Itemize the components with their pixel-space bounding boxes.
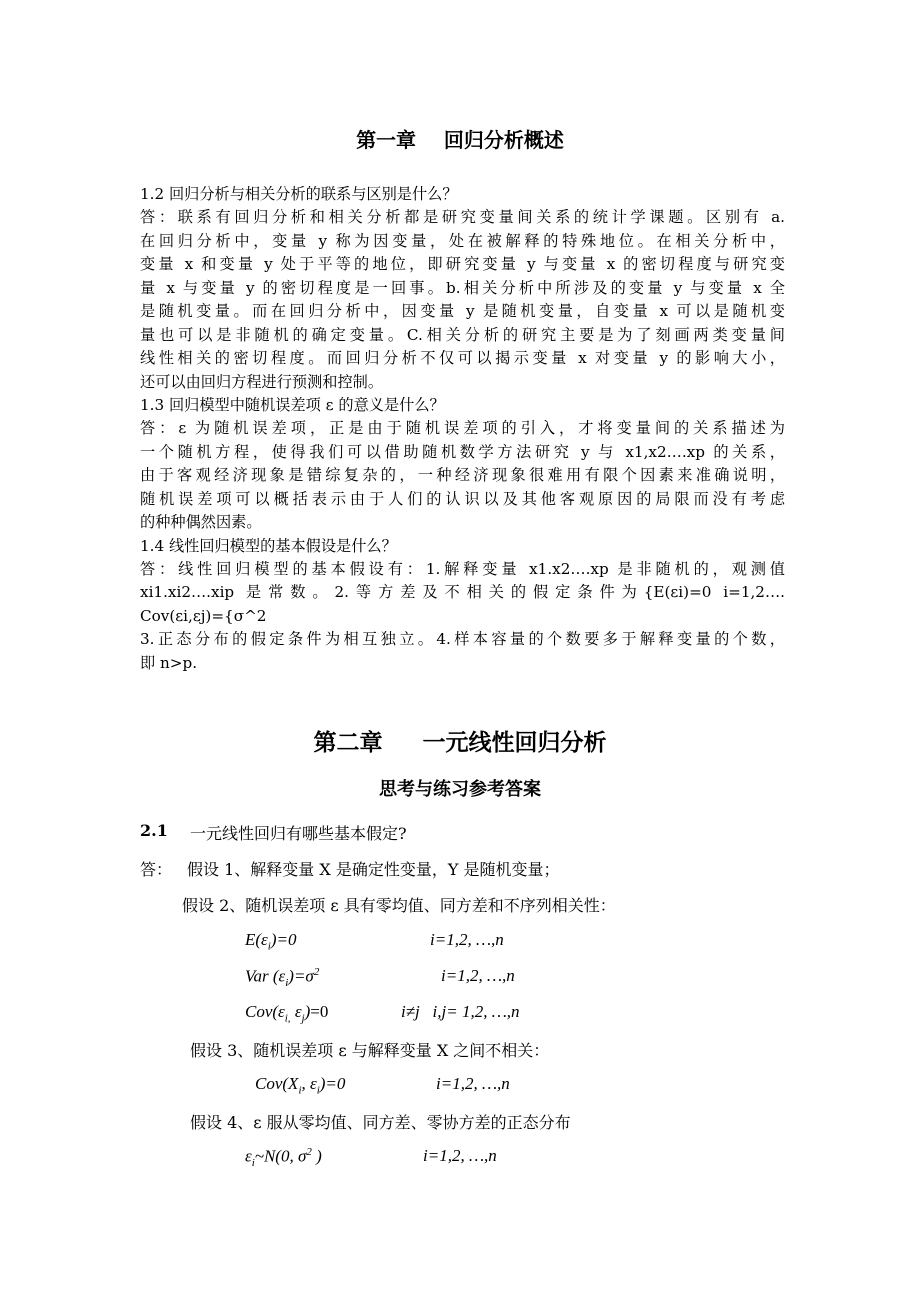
- answer-1-2-line: 答：联系有回归分析和相关分析都是研究变量间关系的统计学课题。区别有 a.: [140, 208, 785, 227]
- answer-1-2-line: 变量 x 和变量 y 处于平等的地位，即研究变量 y 与变量 x 的密切程度与研究变: [140, 255, 785, 274]
- question-1-3: 1.3 回归模型中随机误差项 ε 的意义是什么？: [140, 395, 445, 414]
- question-1-4: 1.4 线性回归模型的基本假设是什么？: [140, 536, 397, 555]
- chapter1-body: [140, 183, 785, 675]
- equation-variance: Var $(\varepsilon_i)=\sigma^2$: [245, 966, 320, 990]
- chapter2-subtitle: 思考与练习参考答案: [379, 779, 541, 800]
- answer-1-2-line: 量 x 与变量 y 的密切程度是一回事。b.相关分析中所涉及的变量 y 与变量 x 全: [140, 278, 785, 297]
- answer-1-3-line: 一个随机方程，使得我们可以借助随机数学方法研究 y 与 x1,x2….xp 的关系，: [140, 442, 785, 461]
- equation-variance-range: i=1,2, …,n: [441, 966, 515, 985]
- assumption-4: 假设 4、ε 服从零均值、同方差、零协方差的正态分布: [190, 1113, 571, 1132]
- answer-1-3-line: 答：ε 为随机误差项，正是由于随机误差项的引入，才将变量间的关系描述为: [140, 419, 785, 438]
- equation-normal-range: i=1,2, …,n: [423, 1146, 497, 1165]
- answer-1-4-line: xi1.xi2….xip 是常数。2.等方差及不相关的假定条件为{E(εi)=0 i=1,2….: [140, 583, 785, 602]
- equation-normal: $\varepsilon_i\sim N(0$, $\sigma^2$ ): [245, 1146, 322, 1170]
- chapter2-title: 第二章 一元线性回归分析: [313, 730, 607, 756]
- assumption-2: 假设 2、随机误差项 ε 具有零均值、同方差和不序列相关性：: [182, 896, 616, 915]
- question-2-1-number: 2.1: [140, 821, 168, 840]
- answer-label: 答：: [140, 860, 173, 879]
- question-2-1-text: 一元线性回归有哪些基本假定?: [190, 824, 407, 843]
- equation-cov-x-range: i=1,2, …,n: [436, 1074, 510, 1093]
- answer-1-3-line: 由于客观经济现象是错综复杂的，一种经济现象很难用有限个因素来准确说明，: [140, 466, 785, 485]
- question-1-2: 1.2 回归分析与相关分析的联系与区别是什么？: [140, 185, 458, 203]
- answer-1-2-line: 是随机变量。而在回归分析中，因变量 y 是随机变量，自变量 x 可以是随机变: [140, 302, 785, 321]
- assumption-3: 假设 3、随机误差项 ε 与解释变量 X 之间不相关：: [190, 1041, 550, 1060]
- answer-1-4-line: 答：线性回归模型的基本假设有：1.解释变量 x1.x2….xp 是非随机的，观测值: [140, 560, 785, 578]
- equation-mean: $E(\varepsilon_i)=0$: [245, 930, 297, 953]
- chapter1-title: 第一章 回归分析概述: [356, 128, 564, 152]
- equation-cov-x: $Cov(X_i$, $\varepsilon_i)=0$: [255, 1074, 346, 1097]
- equation-mean-range: i=1,2, …,n: [430, 930, 504, 949]
- answer-1-3-line: 随机误差项可以概括表示由于人们的认识以及其他客观原因的局限而没有考虑: [140, 489, 785, 508]
- equation-covariance: $Cov(\varepsilon_{i,}$ $\varepsilon_j)=0$: [245, 1002, 329, 1025]
- answer-1-2-line: 线性相关的密切程度。而回归分析不仅可以揭示变量 x 对变量 y 的影响大小，: [140, 349, 785, 368]
- answer-1-3-line: 的种种偶然因素。: [140, 513, 262, 532]
- answer-1-4-line: 3.正态分布的假定条件为相互独立。4.样本容量的个数要多于解释变量的个数，: [140, 630, 785, 649]
- answer-1-2-line: 还可以由回归方程进行预测和控制。: [140, 372, 383, 391]
- answer-1-4-line: Cov(εi,εj)={σ^2: [140, 606, 267, 625]
- assumption-1: 假设 1、解释变量 X 是确定性变量，Y 是随机变量；: [187, 860, 560, 879]
- answer-1-2-line: 量也可以是非随机的确定变量。C.相关分析的研究主要是为了刻画两类变量间: [140, 325, 785, 344]
- equation-covariance-condition: i≠j i,j= 1,2, …,n: [401, 1002, 520, 1021]
- answer-1-2-line: 在回归分析中，变量 y 称为因变量，处在被解释的特殊地位。在相关分析中，: [140, 231, 785, 250]
- answer-1-4-line: 即 n>p.: [140, 653, 198, 672]
